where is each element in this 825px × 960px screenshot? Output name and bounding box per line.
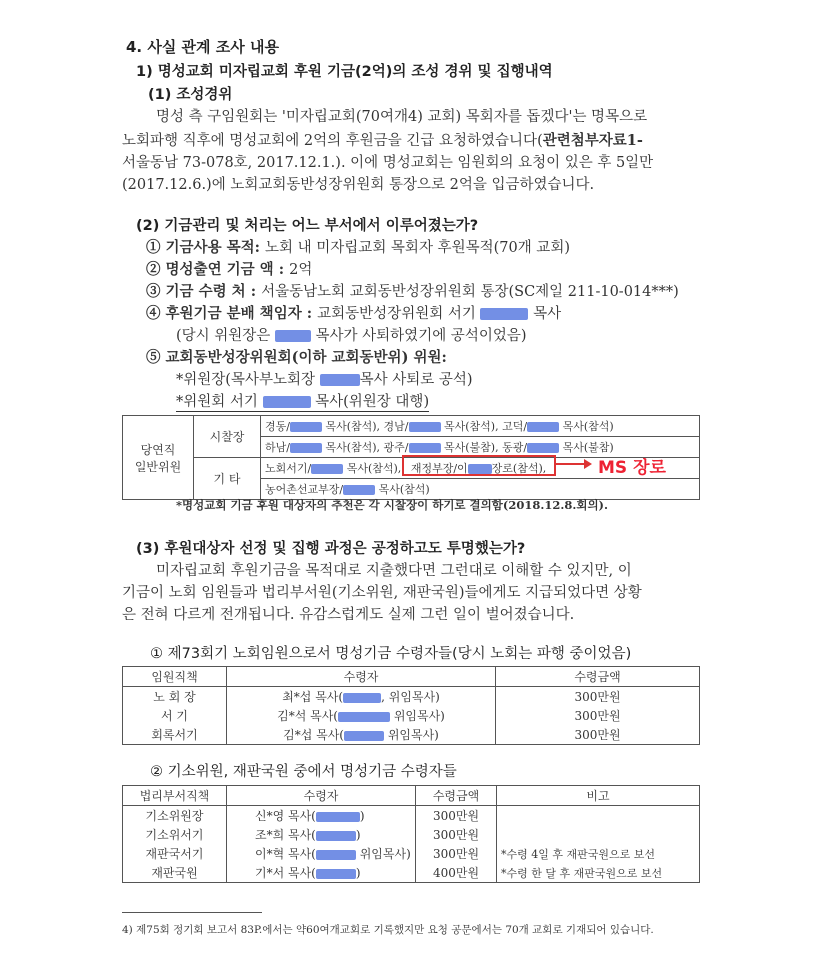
- redaction-blur: [263, 396, 311, 408]
- amount-cell: 400만원: [416, 863, 497, 883]
- header-amount: 수령금액: [416, 786, 497, 806]
- recipient-name: 신*영 목사(: [255, 809, 316, 823]
- subsection-title-2: (2) 기금관리 및 처리는 어느 부서에서 이루어졌는가?: [136, 218, 479, 234]
- item-1: [146, 236, 570, 257]
- role-cell: 노 회 장: [123, 687, 227, 707]
- section-title: 4. 사실 관계 조사 내용: [126, 38, 279, 56]
- redaction-blur: [316, 869, 356, 879]
- redaction-blur: [344, 731, 384, 741]
- role-cell: 서 기: [123, 706, 227, 725]
- recipient-tail: ): [359, 809, 365, 823]
- role-cell: 기소위원장: [123, 806, 227, 826]
- row3-c: 재정부장/이: [410, 462, 468, 475]
- table3-caption: ② 기소위원, 재판국원 중에서 명성기금 수령자들: [150, 764, 457, 780]
- recipient-cell: [227, 725, 496, 745]
- redaction-blur: [527, 443, 559, 453]
- amount-cell: 300만원: [416, 825, 497, 844]
- item-5-chair-a: *위원장(목사부노회장: [176, 372, 315, 388]
- table-row: [123, 687, 700, 707]
- paragraph-3-line-2: 기금이 노회 임원들과 법리부서원(기소위원, 재판국원)들에게도 지급되었다면 상황: [122, 585, 642, 601]
- paragraph-1-line-4: (2017.12.6.)에 노회교회동반성장위원회 통장으로 2억을 입금하였습니다.: [122, 177, 595, 193]
- recipient-name: 김*석 목사(: [277, 709, 338, 723]
- recipient-tail: ): [355, 866, 361, 880]
- header-amount: 수령금액: [496, 667, 700, 687]
- item-1-value: 노회 내 미자립교회 목회자 후원목적(70개 교회): [265, 240, 570, 256]
- recipient-cell: [227, 825, 416, 844]
- item-2-label: ② 명성출연 기금 액 :: [146, 261, 290, 278]
- table-row: [261, 416, 700, 437]
- redaction-blur: [290, 443, 322, 453]
- redaction-blur: [290, 422, 322, 432]
- role-cell: 기소위서기: [123, 825, 227, 844]
- recipient-tail: 위임목사): [359, 847, 411, 861]
- header-role: 법리부서직책: [123, 786, 227, 806]
- redaction-blur: [480, 308, 528, 320]
- item-3-value: 서울동남노회 교회동반성장위원회 통장(SC제일 211-10-014***): [261, 284, 679, 300]
- row2-a: 하남/: [265, 441, 290, 454]
- row1-d: 목사(참석): [562, 420, 614, 433]
- recipient-name: 이*혁 목사(: [255, 847, 316, 861]
- redaction-blur: [343, 485, 375, 495]
- item-4-suffix: 목사: [533, 306, 562, 322]
- role-cell: 재판국서기: [123, 844, 227, 863]
- paragraph-3-line-1: 미자립교회 후원기금을 목적대로 지출했다면 그런대로 이해할 수 있지만, 이: [156, 563, 632, 579]
- table-row: [123, 844, 700, 863]
- arrow-head-icon: [584, 459, 592, 469]
- recipient-cell: [227, 706, 496, 725]
- recipient-name: 김*섭 목사(: [283, 728, 344, 742]
- recipient-tail: , 위임목사): [381, 690, 440, 704]
- table-row: [123, 863, 700, 883]
- row1-c: 목사(참석), 고덕/: [444, 420, 528, 433]
- amount-cell: 300만원: [496, 706, 700, 725]
- header-role: 임원직책: [123, 667, 227, 687]
- committee-note: *명성교회 기금 후원 대상자의 추천은 각 시찰장이 하기로 결의함(2018.12.8.회의).: [176, 498, 609, 512]
- item-5-secretary-b: 목사(위원장 대행): [315, 394, 430, 410]
- row4-b: 목사(참석): [378, 483, 430, 496]
- subsection-title-1-1: (1) 조성경위: [148, 87, 233, 103]
- note-cell: [497, 825, 700, 844]
- committee-role-a: 당연직: [140, 442, 176, 457]
- highlight-box: [402, 455, 556, 476]
- table2-caption: ① 제73회기 노회임원으로서 명성기금 수령자들(당시 노회는 파행 중이었음): [150, 646, 632, 662]
- role-cell: 재판국원: [123, 863, 227, 883]
- table-row: [123, 725, 700, 745]
- item-2: [146, 258, 312, 279]
- recipient-cell: [227, 844, 416, 863]
- recipient-name: 기*서 목사(: [255, 866, 316, 880]
- subsection-title-1: 1) 명성교회 미자립교회 후원 기금(2억)의 조성 경위 및 집행내역: [136, 64, 553, 80]
- recipient-cell: [227, 863, 416, 883]
- paragraph-1-line-2: [122, 129, 643, 150]
- redaction-blur: [316, 812, 360, 822]
- group-inspector: 시찰장: [194, 416, 261, 458]
- amount-cell: 300만원: [416, 844, 497, 863]
- item-4-note: [176, 324, 527, 345]
- redaction-blur: [316, 831, 356, 841]
- item-4-note-a: (당시 위원장은: [176, 328, 271, 344]
- note-cell: [497, 806, 700, 826]
- row3-a: 노회서기/: [265, 462, 312, 475]
- committee-role-cell: [123, 416, 194, 500]
- note-cell: *수령 4일 후 재판국원으로 보선: [497, 844, 700, 863]
- note-cell: *수령 한 달 후 재판국원으로 보선: [497, 863, 700, 883]
- committee-role-b: 일반위원: [134, 459, 182, 474]
- redaction-blur: [275, 330, 311, 342]
- legal-members-table: [122, 785, 700, 883]
- row3-d: 장로(참석),: [491, 462, 547, 475]
- annotation-label: MS 장로: [598, 458, 666, 478]
- role-cell: 회록서기: [123, 725, 227, 745]
- subsection-title-3: (3) 후원대상자 선정 및 집행 과정은 공정하고도 투명했는가?: [136, 541, 526, 557]
- item-5-secretary: [176, 390, 429, 412]
- item-3-label: ③ 기금 수령 처 :: [146, 283, 262, 300]
- item-4-label: ④ 후원기금 분배 책임자 :: [146, 305, 318, 322]
- redaction-blur: [409, 422, 441, 432]
- redaction-blur: [316, 850, 356, 860]
- item-5-chair-b: 목사 사퇴로 공석): [359, 372, 473, 388]
- recipient-name: 최*섭 목사(: [282, 690, 344, 704]
- arrow-line: [556, 463, 584, 465]
- item-5: ⑤ 교회동반성장위원회(이하 교회동반위) 위원:: [146, 349, 447, 366]
- item-5-secretary-a: *위원회 서기: [176, 394, 258, 410]
- redaction-blur: [311, 464, 343, 474]
- recipient-tail: 위임목사): [393, 709, 445, 723]
- paragraph-1-line-3: 서울동남 73-078호, 2017.12.1.). 이에 명성교회는 임원회의 요청이 있은 후 5일만: [122, 155, 654, 171]
- recipient-tail: 위임목사): [387, 728, 439, 742]
- paragraph-1-line-1: 명성 측 구임원회는 '미자립교회(70여개4) 교회) 목회자를 돕겠다'는 명목으로: [156, 109, 648, 125]
- header-recipient: 수령자: [227, 786, 416, 806]
- recipient-cell: [227, 806, 416, 826]
- footnote-divider: [122, 912, 262, 913]
- table-row: [123, 806, 700, 826]
- paragraph-3-line-3: 은 전혀 다르게 전개됩니다. 유감스럽게도 실제 그런 일이 벌어졌습니다.: [122, 607, 575, 623]
- redaction-blur: [320, 374, 360, 386]
- row2-b: 목사(참석), 광주/: [325, 441, 409, 454]
- officers-table: [122, 666, 700, 745]
- amount-cell: 300만원: [496, 687, 700, 707]
- item-5-chair: [176, 368, 473, 389]
- item-4-note-b: 목사가 사퇴하였기에 공석이었음): [315, 328, 527, 344]
- item-4: [146, 302, 561, 323]
- row1-a: 경동/: [265, 420, 290, 433]
- item-3: [146, 280, 679, 301]
- item-2-value: 2억: [289, 262, 313, 278]
- redaction-blur: [338, 712, 390, 722]
- paragraph-1-line-2-text: 노회파행 직후에 명성교회에 2억의 후원금을 긴급 요청하였습니다(: [122, 133, 543, 149]
- recipient-tail: ): [355, 828, 361, 842]
- item-1-label: ① 기금사용 목적:: [146, 239, 266, 256]
- redaction-blur: [527, 422, 559, 432]
- recipient-cell: [227, 687, 496, 707]
- redaction-blur: [343, 693, 381, 703]
- redaction-blur: [409, 443, 441, 453]
- attachment-reference: 관련첨부자료1-: [542, 132, 643, 149]
- row3-b: 목사(참석),: [346, 462, 402, 475]
- recipient-name: 조*희 목사(: [255, 828, 316, 842]
- group-other: 기 타: [194, 458, 261, 500]
- amount-cell: 300만원: [496, 725, 700, 745]
- item-4-value: 교회동반성장위원회 서기: [317, 306, 476, 322]
- amount-cell: 300만원: [416, 806, 497, 826]
- row4-a: 농어촌선교부장/: [265, 483, 344, 496]
- row2-d: 목사(불참): [562, 441, 614, 454]
- table-row: [123, 825, 700, 844]
- footnote: 4) 제75회 정기회 보고서 83P.에서는 약60여개교회로 기록했지만 요청 공문에서는 70개 교회로 기재되어 있습니다.: [122, 924, 654, 936]
- header-note: 비고: [497, 786, 700, 806]
- header-recipient: 수령자: [227, 667, 496, 687]
- table-row: [123, 706, 700, 725]
- row2-c: 목사(불참), 동광/: [444, 441, 528, 454]
- row1-b: 목사(참석), 경남/: [325, 420, 409, 433]
